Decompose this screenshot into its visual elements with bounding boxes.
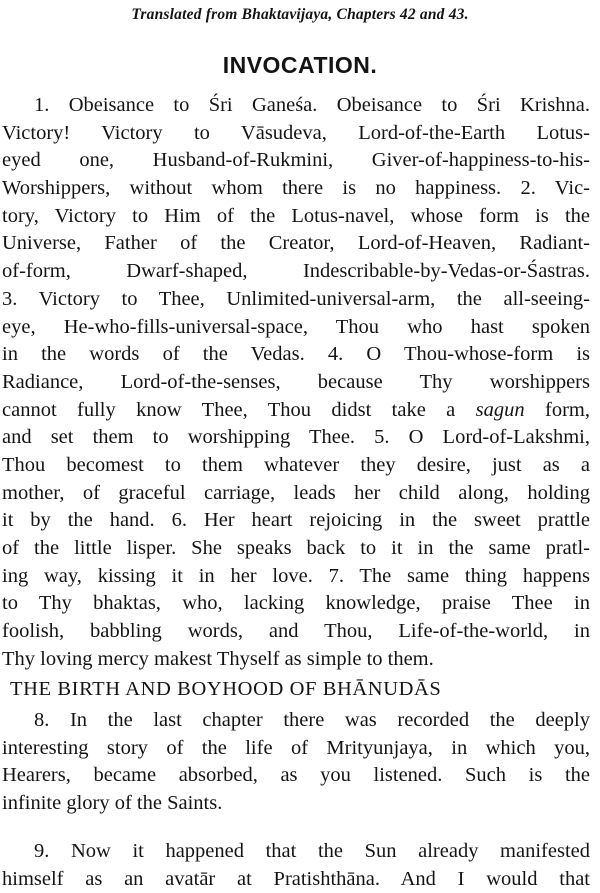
text-line: Thou becomest to them whatever they desire, just as a [2, 453, 590, 476]
invocation-text [0, 92, 590, 673]
text-line: of the little lisper. She speaks back to it in the same pratl- [2, 537, 590, 559]
text-segment: form, [545, 398, 590, 421]
text-segment: cannot fully know Thee, Thou didst take a [2, 398, 456, 421]
text-line: 1. Obeisance to Śri Ganeśa. Obeisance to Śri Krishna. [34, 94, 590, 116]
text-line-mixed [0, 397, 590, 425]
text-line: it by the hand. 6. Her heart rejoicing in the sweet prattle [2, 509, 590, 532]
text-line: Worshippers, without whom there is no happiness. 2. Vic- [2, 177, 590, 200]
text-line: to Thy bhaktas, who, lacking knowledge, praise Thee in [2, 592, 590, 615]
text-line: mother, of graceful carriage, leads her child along, holding [2, 481, 590, 504]
running-header: Translated from Bhaktavijaya, Chapters 42 and 43. [131, 6, 469, 23]
text-line: of-form, Dwarf-shaped, Indescribable-by-Vedas-or-Śastras. [2, 260, 590, 283]
text-line: Thy loving mercy makest Thyself as simple to them. [2, 647, 434, 670]
invocation-heading: INVOCATION. [222, 52, 378, 78]
text-line: 3. Victory to Thee, Unlimited-universal-arm, the all-seeing- [2, 287, 590, 310]
text-line: 9. Now it happened that the Sun already manifested [34, 840, 590, 862]
text-line: 8. In the last chapter there was recorded the deeply [34, 709, 590, 731]
text-line: infinite glory of the Saints. [2, 792, 223, 815]
paragraph-8 [0, 707, 590, 818]
text-line: in the words of the Vedas. 4. O Thou-whose-form is [2, 343, 590, 366]
text-line: eyed one, Husband-of-Rukmini, Giver-of-happiness-to-his- [2, 149, 590, 172]
text-line: tory, Victory to Him of the Lotus-navel, whose form is the [2, 204, 590, 227]
italic-word: sagun [475, 398, 525, 421]
section-heading: THE BIRTH AND BOYHOOD OF BHĀNUDĀS [10, 678, 442, 700]
text-line: himself as an avatār at Pratishthāna. And I would that [2, 867, 590, 890]
text-line: ing way, kissing it in her love. 7. The same thing happens [2, 564, 590, 587]
text-line: Universe, Father of the Creator, Lord-of-Heaven, Radiant- [2, 232, 590, 255]
text-line: foolish, babbling words, and Thou, Life-of-the-world, in [2, 620, 590, 643]
paragraph-9 [0, 838, 590, 893]
text-line: interesting story of the life of Mrityunjaya, in which you, [2, 736, 590, 759]
text-line: Victory! Victory to Vāsudeva, Lord-of-the-Earth Lotus- [2, 121, 590, 144]
text-line: Radiance, Lord-of-the-senses, because Thy worshippers [2, 370, 590, 393]
text-line: Hearers, became absorbed, as you listened. Such is the [2, 764, 590, 787]
text-line: and set them to worshipping Thee. 5. O Lord-of-Lakshmi, [2, 426, 590, 449]
text-line: eye, He-who-fills-universal-space, Thou who hast spoken [2, 315, 590, 338]
